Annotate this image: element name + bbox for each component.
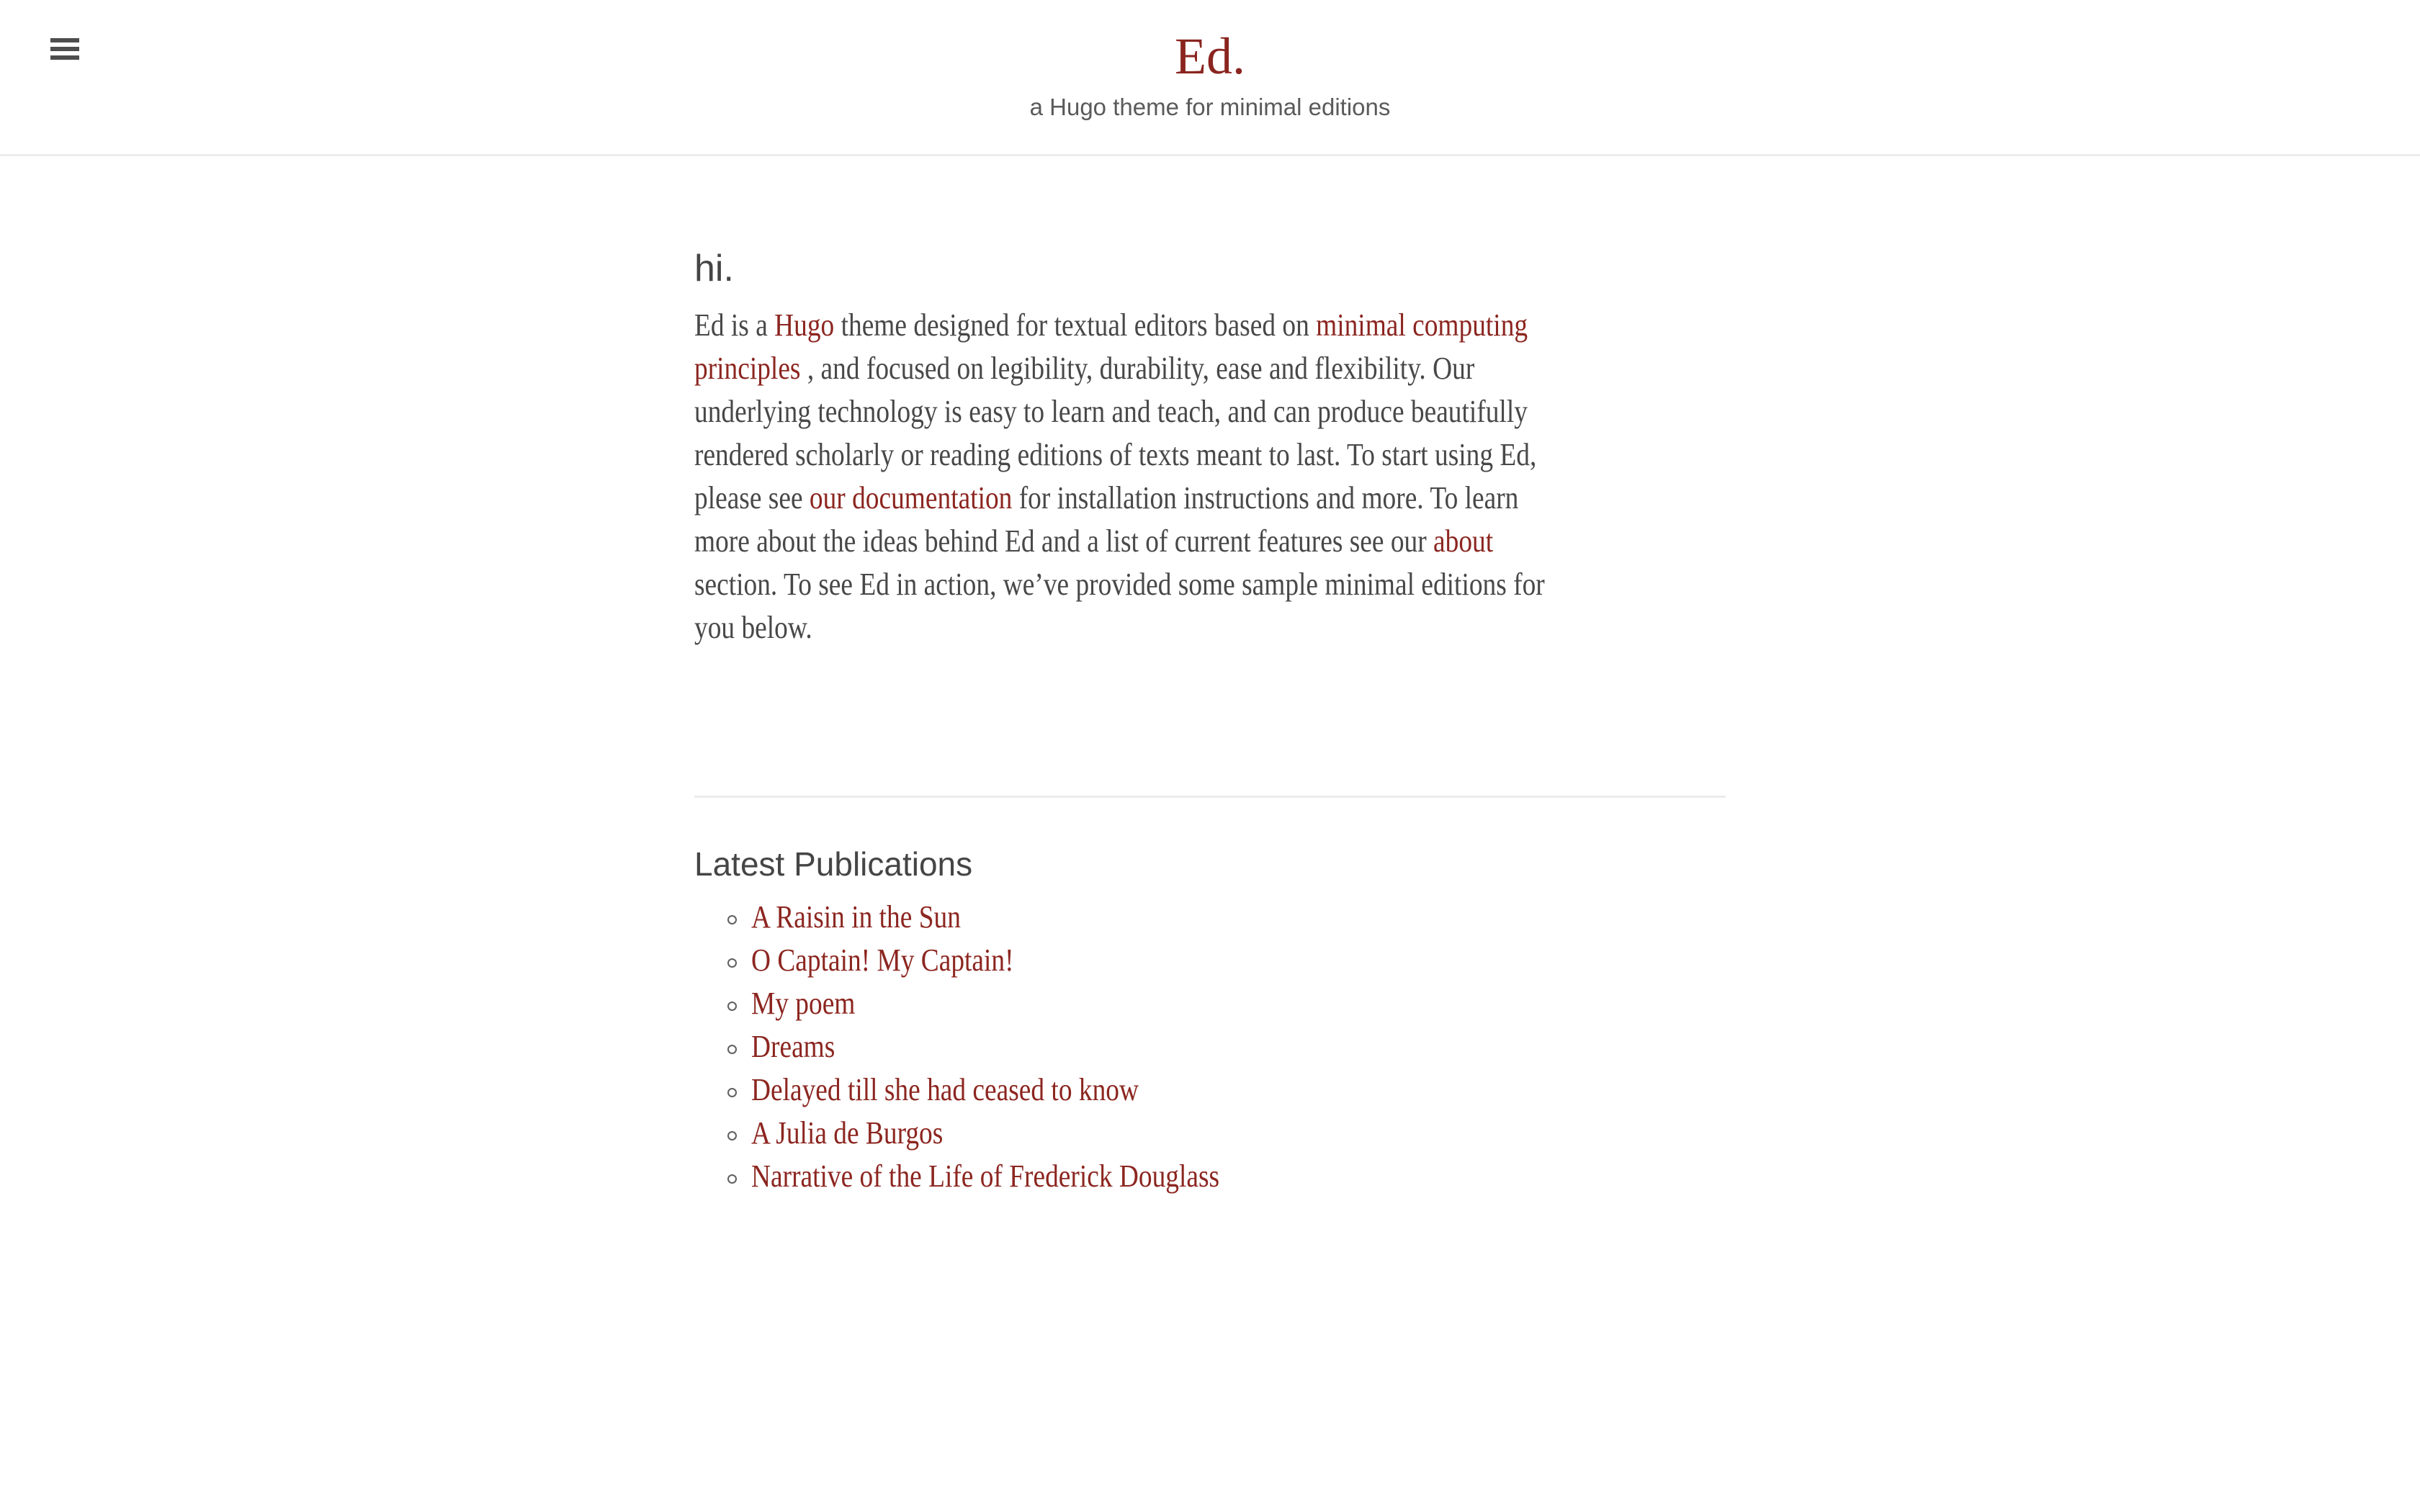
paragraph-text: , and focused on legibility, durability, ease and flexibility. Our bbox=[800, 351, 1475, 386]
publication-list-item bbox=[694, 1068, 1726, 1112]
publication-list-item bbox=[694, 1112, 1726, 1155]
page-heading: hi. bbox=[694, 248, 734, 289]
minimal-computing-principles-link[interactable]: principles bbox=[694, 351, 801, 386]
publication-list-item bbox=[694, 1155, 1726, 1198]
intro-paragraph bbox=[694, 304, 1726, 649]
paragraph-text: underlying technology is easy to learn and teach, and can produce beautifully bbox=[694, 394, 1528, 429]
publication-link-a-raisin-in-the-sun[interactable]: A Raisin in the Sun bbox=[751, 899, 961, 935]
latest-publications-heading: Latest Publications bbox=[694, 845, 973, 883]
publication-link-dreams[interactable]: Dreams bbox=[751, 1029, 835, 1064]
publication-link-my-poem[interactable]: My poem bbox=[751, 986, 856, 1021]
hamburger-bar bbox=[50, 55, 79, 60]
paragraph-text: you below. bbox=[694, 610, 812, 645]
publication-link-o-captain-my-captain[interactable]: O Captain! My Captain! bbox=[751, 942, 1014, 978]
paragraph-line bbox=[694, 606, 1571, 649]
publication-list-item bbox=[694, 982, 1726, 1025]
publication-link-delayed-till-she-had-ceased-to-know[interactable]: Delayed till she had ceased to know bbox=[751, 1072, 1139, 1107]
paragraph-text: theme designed for textual editors based on bbox=[834, 307, 1317, 343]
site-title[interactable]: Ed. bbox=[1175, 27, 1245, 85]
paragraph-line bbox=[694, 477, 1571, 520]
hamburger-menu-icon[interactable] bbox=[50, 38, 79, 60]
paragraph-text: section. To see Ed in action, we’ve provided some sample minimal editions for bbox=[694, 567, 1545, 602]
paragraph-line bbox=[694, 390, 1571, 433]
paragraph-text: rendered scholarly or reading editions of texts meant to last. To start using Ed, bbox=[694, 437, 1537, 472]
publication-list-item bbox=[694, 939, 1726, 982]
hamburger-bar bbox=[50, 38, 79, 42]
hugo-link[interactable]: Hugo bbox=[774, 307, 835, 343]
section-divider bbox=[694, 796, 1726, 798]
site-subtitle: a Hugo theme for minimal editions bbox=[1029, 94, 1391, 120]
publication-list-item bbox=[694, 896, 1726, 939]
publication-link-narrative-of-the-life-of-frederick-douglass[interactable]: Narrative of the Life of Frederick Douglass bbox=[751, 1158, 1220, 1194]
paragraph-line bbox=[694, 433, 1571, 477]
paragraph-text: for installation instructions and more. To learn bbox=[1012, 480, 1519, 516]
paragraph-text: more about the ideas behind Ed and a list of current features see our bbox=[694, 523, 1434, 559]
about-link[interactable]: about bbox=[1433, 523, 1494, 559]
paragraph-text: please see bbox=[694, 480, 810, 516]
site-header bbox=[0, 0, 2420, 156]
minimal-computing-principles-link[interactable]: minimal computing bbox=[1316, 307, 1528, 343]
hamburger-bar bbox=[50, 47, 79, 51]
main-content bbox=[694, 250, 1726, 1198]
documentation-link[interactable]: our documentation bbox=[809, 480, 1013, 516]
publication-link-a-julia-de-burgos[interactable]: A Julia de Burgos bbox=[751, 1115, 944, 1151]
paragraph-text: Ed is a bbox=[694, 307, 775, 343]
paragraph-line bbox=[694, 304, 1571, 347]
paragraph-line bbox=[694, 563, 1571, 606]
publication-list-item bbox=[694, 1025, 1726, 1068]
paragraph-line bbox=[694, 520, 1571, 563]
paragraph-line bbox=[694, 347, 1571, 390]
publication-list bbox=[694, 896, 1726, 1198]
